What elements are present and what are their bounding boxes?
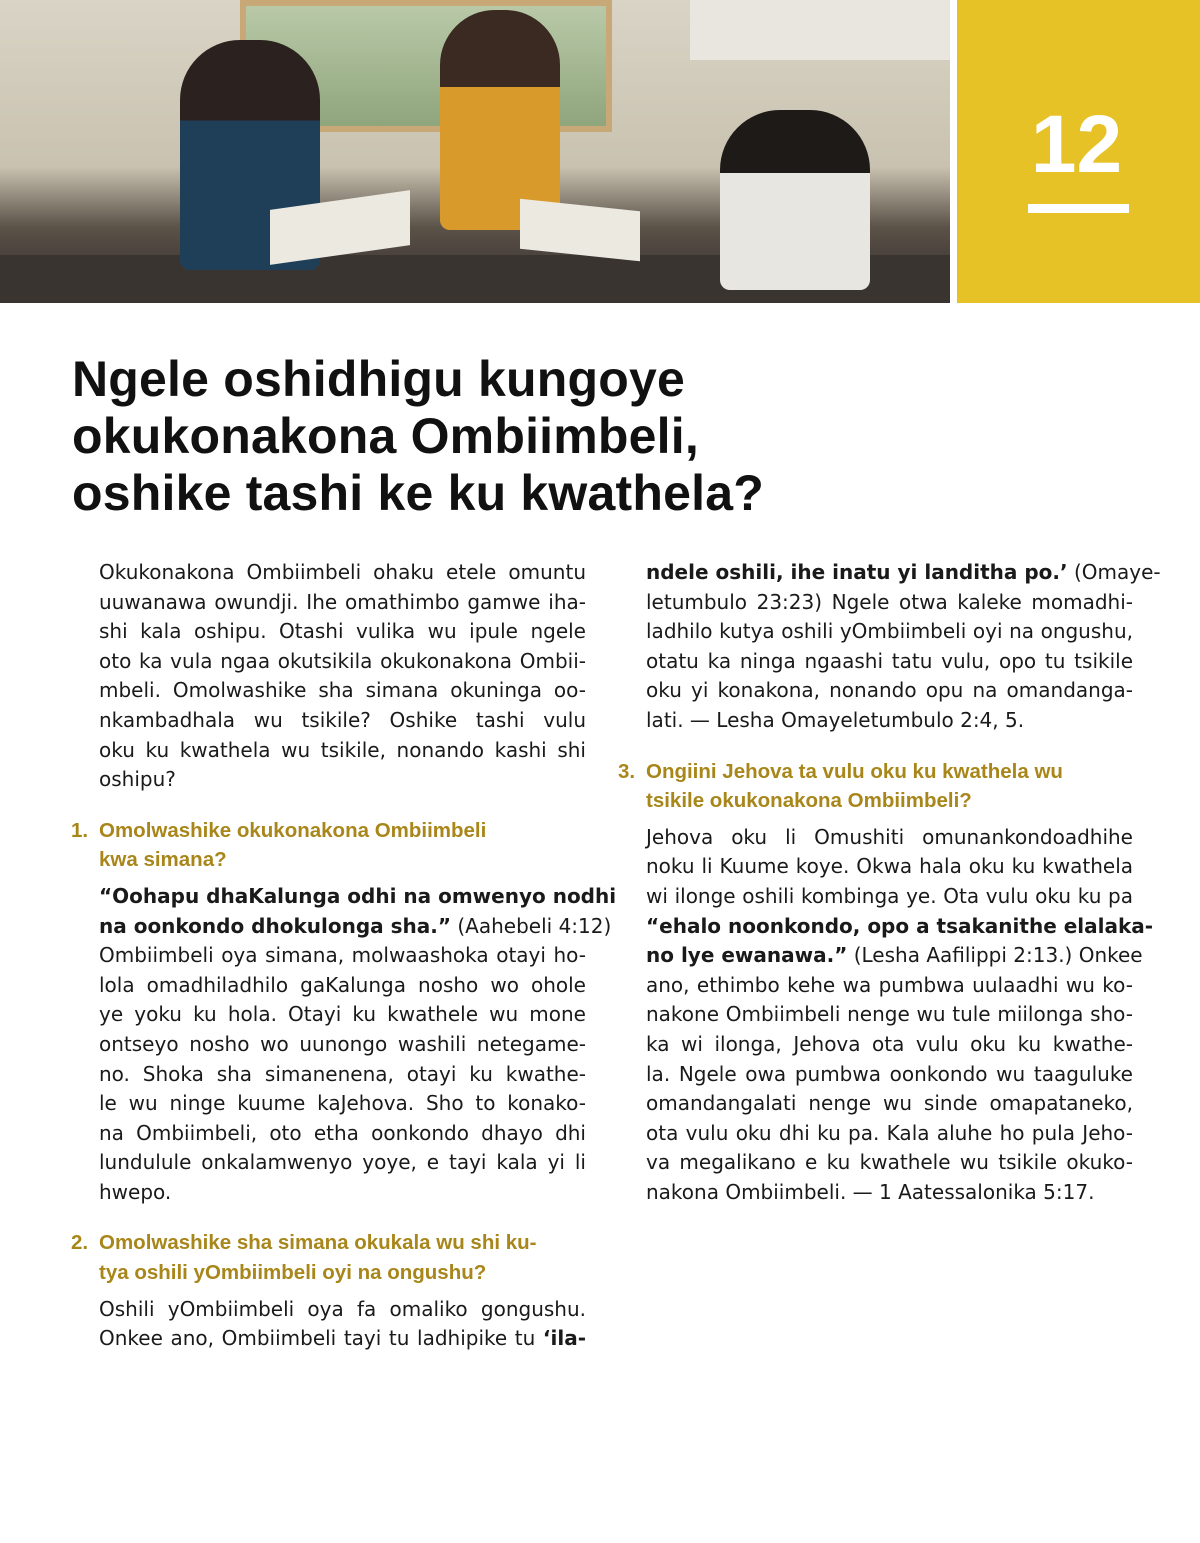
- text-line: [646, 1000, 1133, 1030]
- text-line: [99, 971, 586, 1001]
- body-text: Oshili yOmbiimbeli oya fa omaliko gongushu.: [99, 1296, 586, 1321]
- answer-paragraph-1: [99, 882, 617, 1208]
- question-number: 2.: [71, 1231, 89, 1255]
- text-line: [646, 1119, 1133, 1149]
- body-text: uuwanawa owundji. Ihe omathimbo gamwe iha-: [99, 589, 586, 614]
- text-line: [99, 1089, 586, 1119]
- title-line: oshike tashi ke ku kwathela?: [72, 465, 764, 521]
- text-line: [646, 1060, 1133, 1090]
- person-boy: [720, 110, 870, 290]
- text-line: [99, 617, 586, 647]
- body-text: ye yoku ku hola. Otayi ku kwathele wu mone: [99, 1002, 586, 1027]
- text-line: [646, 1148, 1133, 1178]
- question-number: 1.: [71, 818, 89, 842]
- question-number: 3.: [618, 759, 636, 783]
- body-text: nakona Ombiimbeli. — 1 Aatessalonika 5:17.: [646, 1179, 1095, 1204]
- text-line: [646, 823, 1133, 853]
- question-3: [618, 757, 1133, 816]
- question-line: tya oshili yOmbiimbeli oyi na ongushu?: [99, 1261, 487, 1285]
- text-line: [99, 676, 586, 706]
- body-text: wi ilonge oshili kombinga ye. Ota vulu oku ku pa: [646, 883, 1133, 908]
- column-right: [618, 558, 1161, 1207]
- text-line: [99, 912, 612, 942]
- text-line: [646, 1089, 1133, 1119]
- body-text: Onkee ano, Ombiimbeli tayi tu ladhipike tu: [99, 1326, 543, 1351]
- body-text: oku yi konakona, nonando opu na omandanga-: [646, 678, 1133, 703]
- body-text: oshipu?: [99, 767, 176, 792]
- body-text: lola omadhiladhilo gaKalunga nosho wo ohole: [99, 972, 586, 997]
- text-line: [99, 1324, 586, 1354]
- text-line: [646, 1178, 1133, 1208]
- bold-quote-text: “ehalo noonkondo, opo a tsakanithe elalaka-: [646, 913, 1154, 938]
- text-line: [99, 765, 586, 795]
- text-line: [646, 617, 1133, 647]
- text-line: [646, 647, 1133, 677]
- bold-quote-text: no lye ewanawa.”: [646, 943, 848, 968]
- body-text: lundulule onkalamwenyo yoye, e tayi kala yi li: [99, 1150, 586, 1175]
- question-line: Ongiini Jehova ta vulu oku ku kwathela wu: [646, 759, 1063, 783]
- body-text: shi kala oshipu. Otashi vulika wu ipule ngele: [99, 619, 586, 644]
- body-text: hwepo.: [99, 1179, 172, 1204]
- question-line: tsikile okukonakona Ombiimbeli?: [646, 789, 972, 813]
- intro-paragraph: [99, 558, 586, 795]
- body-text: (Lesha Aafilippi 2:13.) Onkee: [847, 943, 1143, 968]
- text-line: [99, 558, 586, 588]
- body-text: ano, ethimbo kehe wa pumbwa uulaadhi wu ko-: [646, 972, 1133, 997]
- chapter-number: 12: [1030, 99, 1123, 190]
- cabinet: [690, 0, 950, 60]
- body-text: le wu ninge kuume kaJehova. Sho to konako-: [99, 1091, 586, 1116]
- text-line: [99, 736, 586, 766]
- body-text: ontseyo nosho wo uunongo washili netegame-: [99, 1031, 586, 1056]
- text-line: [99, 588, 586, 618]
- body-text: mbeli. Omolwashike sha simana okuninga oo-: [99, 678, 586, 703]
- body-text: ota vulu oku dhi ku pa. Kala aluhe ho pula Jeho-: [646, 1120, 1133, 1145]
- text-line: [99, 1000, 586, 1030]
- text-line: [646, 971, 1133, 1001]
- text-line: [99, 1178, 586, 1208]
- text-line: [99, 706, 586, 736]
- question-1: [71, 816, 586, 875]
- body-text: (Omaye-: [1067, 560, 1161, 584]
- body-text: Okukonakona Ombiimbeli ohaku etele omuntu: [99, 560, 586, 584]
- body-text: noku li Kuume koye. Okwa hala oku ku kwathela: [646, 854, 1133, 879]
- question-line: Omolwashike sha simana okukala wu shi ku-: [99, 1231, 537, 1255]
- chapter-underline: [1028, 204, 1129, 213]
- title-line: Ngele oshidhigu kungoye: [72, 351, 685, 407]
- body-text: la. Ngele owa pumbwa oonkondo wu taaguluke: [646, 1061, 1133, 1086]
- text-line: [99, 1295, 586, 1325]
- text-line: [646, 558, 1161, 588]
- text-line: [646, 882, 1133, 912]
- text-line: [646, 676, 1133, 706]
- person-girl: [440, 10, 560, 230]
- text-line: [646, 852, 1133, 882]
- body-text: ka wi ilonga, Jehova ota vulu oku ku kwathe-: [646, 1031, 1133, 1056]
- body-text: Jehova oku li Omushiti omunankondoadhihe: [646, 824, 1133, 849]
- header-photo: [0, 0, 950, 303]
- body-text: letumbulo 23:23) Ngele otwa kaleke momadhi-: [646, 589, 1133, 614]
- text-line: [646, 588, 1133, 618]
- text-line: [646, 706, 1133, 736]
- text-line: [99, 1119, 586, 1149]
- column-left: [71, 558, 617, 1354]
- chapter-badge: [957, 0, 1200, 303]
- body-text: lati. — Lesha Omayeletumbulo 2:4, 5.: [646, 707, 1025, 732]
- text-line: [646, 1030, 1133, 1060]
- text-line: [99, 882, 617, 912]
- page-title: [72, 351, 872, 522]
- body-text: nakone Ombiimbeli nenge wu tule miilonga sho-: [646, 1002, 1133, 1027]
- body-text: va megalikano e ku kwathele wu tsikile okuko-: [646, 1150, 1133, 1175]
- bold-quote-text: ‘ila-: [542, 1326, 586, 1351]
- body-text: (Aahebeli 4:12): [451, 913, 612, 938]
- text-line: [99, 1030, 586, 1060]
- body-text: na Ombiimbeli, oto etha oonkondo dhayo dhi: [99, 1120, 586, 1145]
- question-line: kwa simana?: [99, 848, 227, 872]
- body-text: otatu ka ninga ngaashi tatu vulu, opo tu tsikile: [646, 648, 1133, 673]
- text-line: [646, 941, 1143, 971]
- body-text: oku ku kwathela wu tsikile, nonando kashi shi: [99, 737, 586, 762]
- answer-paragraph-3: [646, 823, 1154, 1208]
- body-text: nkambadhala wu tsikile? Oshike tashi vulu: [99, 707, 586, 732]
- body-text: Ombiimbeli oya simana, molwaashoka otayi ho-: [99, 943, 586, 968]
- bold-quote-text: ndele oshili, ihe inatu yi landitha po.’: [646, 560, 1068, 584]
- title-line: okukonakona Ombiimbeli,: [72, 408, 699, 464]
- answer-paragraph-2: [99, 1295, 586, 1354]
- text-line: [646, 912, 1154, 942]
- answer-paragraph-2-continued: [646, 558, 1161, 736]
- text-line: [99, 647, 586, 677]
- body-text: oto ka vula ngaa okutsikila okukonakona Ombii-: [99, 648, 586, 673]
- text-line: [99, 1148, 586, 1178]
- question-2: [71, 1228, 586, 1287]
- bold-quote-text: na oonkondo dhokulonga sha.”: [99, 913, 452, 938]
- question-line: Omolwashike okukonakona Ombiimbeli: [99, 818, 487, 842]
- text-line: [99, 941, 586, 971]
- body-text: no. Shoka sha simanenena, otayi ku kwathe-: [99, 1061, 586, 1086]
- body-text: omandangalati nenge wu sinde omapataneko,: [646, 1091, 1133, 1116]
- body-text: ladhilo kutya oshili yOmbiimbeli oyi na ongushu,: [646, 619, 1133, 644]
- bold-quote-text: “Oohapu dhaKalunga odhi na omwenyo nodhi: [99, 883, 617, 908]
- text-line: [99, 1060, 586, 1090]
